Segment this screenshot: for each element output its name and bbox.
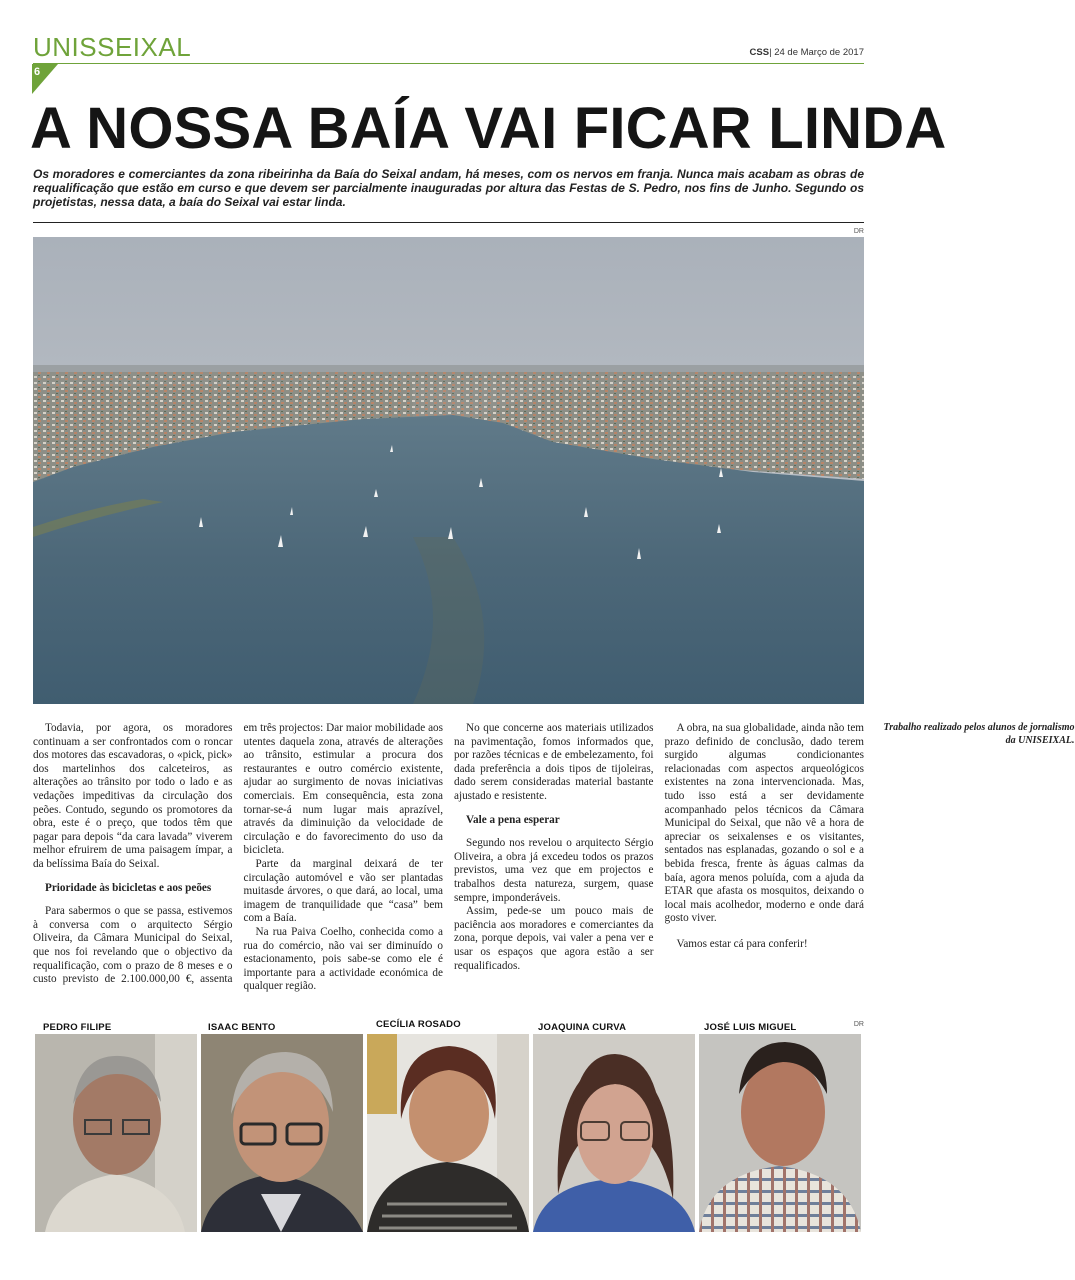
article-body (33, 722, 1075, 1000)
author-name: ISAAC BENTO (208, 1022, 276, 1033)
bay-aerial-photo (33, 237, 864, 704)
author-portrait (699, 1034, 861, 1232)
paragraph: Para sabermos o que se passa, estivemos à conversa com o arquitecto Sérgio Oliveira, da Câmara Municipal do Seixal, que nos foi revelando que o objectivo da requalificação, com o prazo de 8 meses e o custo previsto de 2.100.000,00 €, assenta em três projectos: Dar maior mobilidade aos utentes daquela zona, através de alterações ao trânsito, estimular a procura dos restaurantes e outro comércio existente, ajudar ao surgimento de novas iniciativas comerciais. Em consequência, esta zona tornar-se-á num lugar mais aprazível, através da diminuição da velocidade de circulação e do favorecimento do uso da bicicleta. (33, 722, 443, 986)
photo-credit: DR (853, 228, 864, 235)
author-portrait (35, 1034, 197, 1232)
lede-rule (33, 222, 864, 223)
article-headline: A NOSSA BAÍA VAI FICAR LINDA (30, 96, 947, 161)
portraits-credit: DR (853, 1021, 864, 1028)
author-portrait (367, 1034, 529, 1232)
paragraph: No que concerne aos materiais utilizados na pavimentação, fomos informados que, por razões técnicas e de embelezamento, foi dada preferência a dois tipos de tijoleiras, dado serem consideradas material bastante ajustado e resistente. (454, 722, 654, 802)
closing-line: Vamos estar cá para conferir! (676, 937, 808, 950)
signature: Trabalho realizado pelos alunos de jornalismo da UNISEIXAL. (883, 722, 1075, 746)
publication-info (750, 47, 864, 59)
author-name: JOAQUINA CURVA (538, 1022, 627, 1033)
header-rule (33, 63, 864, 64)
paragraph: Parte da marginal deixará de ter circulação automóvel e vão ser plantadas muitasde árvores, o que dará, ao local, uma imagem de tranquilidade que “casa” bem com a Baía. (243, 857, 443, 925)
author-portrait (533, 1034, 695, 1232)
paragraph: A obra, na sua globalidade, ainda não tem prazo definido de conclusão, dado terem surgido algumas condicionantes relacionadas com aspectos arqueológicos existentes na zona intervencionada. Mas, tudo isso está a ser devidamente acompanhado pelos técnicos da Câmara Municipal do Seixal, que não vê a hora de apreciar os seixalenses e os visitantes, sentados nas esplanadas, gozando o sol e a bebida fresca, frente às águas calmas da baía, agora menos poluída, com a ajuda da ETAR que afasta os mosquitos, deixando o local mais acolhedor, moderno e onde dará gosto viver. (664, 722, 864, 925)
paragraph: Na rua Paiva Coelho, conhecida como a rua do comércio, não vai ser diminuído o estacionamento, pois sabe-se como ele é importante para a actividade económica de qualquer região. (243, 925, 443, 993)
subhead: Vale a pena esperar (466, 813, 560, 826)
author-name: CECÍLIA ROSADO (376, 1019, 461, 1030)
paragraph: Todavia, por agora, os moradores continuam a ser confrontados com o roncar dos motores das escavadoras, o «pick, pick» dos martelinhos dos calceteiros, as alterações ao trânsito por todo o lado e as vedações impeditivas da circulação dos peões. Contudo, segundo os promotores da obra, este é o preço, que todos têm que pagar para depois “da cara lavada” viverem melhor efruirem de uma paisagem ímpar, a da belíssima Baía do Seixal. (33, 722, 233, 870)
page-number: 6 (34, 66, 41, 78)
subhead: Prioridade às bicicletas e aos peões (45, 881, 212, 894)
section-name: UNISSEIXAL (33, 32, 192, 62)
paragraph: Assim, pede-se um pouco mais de paciência aos moradores e comerciantes da zona, porque depois, vai valer a pena ver e usar os espaços que agora estão a ser requalificados. (454, 905, 654, 972)
paragraph: Segundo nos revelou o arquitecto Sérgio Oliveira, a obra já excedeu todos os prazos previstos, uma vez que em projectos e trabalhos desta natureza, surgem, quase sempre, imponderáveis. (454, 837, 654, 904)
author-name: JOSÉ LUIS MIGUEL (704, 1022, 797, 1033)
publication-name: CSS (749, 47, 770, 58)
author-name: PEDRO FILIPE (43, 1022, 112, 1033)
issue-date: | 24 de Março de 2017 (769, 47, 864, 58)
article-lede: Os moradores e comerciantes da zona ribeirinha da Baía do Seixal andam, há meses, com os nervos em franja. Nunca mais acabam as obras de requalificação que estão em curso e que devem ser parcialmente inauguradas por altura das Festas de S. Pedro, nos fins de Junho. Segundo os projetistas, nessa data, a baía do Seixal vai estar linda. (33, 167, 864, 209)
author-portrait (201, 1034, 363, 1232)
